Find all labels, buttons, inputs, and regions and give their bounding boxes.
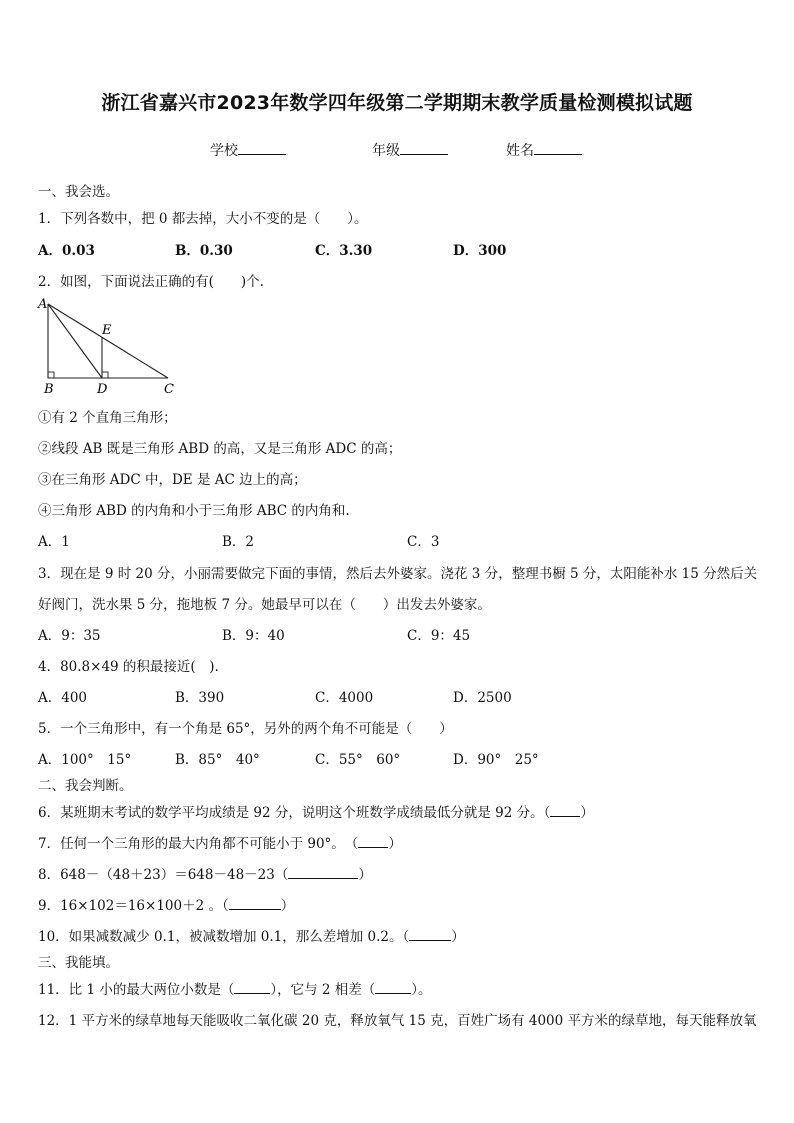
question-1: 1．下列各数中，把 0 都去掉，大小不变的是（ ）。 [38,211,368,227]
q11-answer-blank-1[interactable] [234,980,270,994]
label-a: A [38,297,48,312]
q5-option-a[interactable]: A．100° 15° [38,752,132,768]
grade-field [372,140,448,160]
question-3-line-2: 好阀门，洗水果 5 分，拖地板 7 分。她最早可以在（ ）出发去外婆家。 [38,597,491,613]
q11-answer-blank-2[interactable] [375,980,411,994]
q10-close-paren: ） [451,929,465,945]
question-11 [38,978,432,998]
right-angle-mark-b [48,372,54,378]
question-10 [38,925,465,945]
label-b: B [44,382,54,397]
name-label: 姓名 [506,143,534,159]
q10-answer-blank[interactable] [409,927,451,941]
school-label: 学校 [210,143,238,159]
q2-statement-4: ④三角形 ABD 的内角和小于三角形 ABC 的内角和. [38,503,350,519]
question-11-text-a: 11．比 1 小的最大两位小数是（ [38,982,235,998]
question-9-text: 9．16×102＝16×100＋2 。（ [38,898,229,914]
q6-close-paren: ） [580,805,594,821]
q7-close-paren: ） [388,836,402,852]
question-3-line-1: 3．现在是 9 时 20 分，小丽需要做完下面的事情，然后去外婆家。浇花 3 分，整理书橱 5 分，太阳能补水 15 分然后关 [38,566,758,582]
question-2: 2．如图，下面说法正确的有( )个. [38,274,264,290]
section-heading-1: 一、我会选。 [38,184,119,200]
question-8-text: 8．648－（48＋23）＝648－48－23（ [38,867,289,883]
question-11-text-b: ），它与 2 相差（ [270,982,376,998]
question-10-text: 10．如果减数减少 0.1，被减数增加 0.1，那么差增加 0.2。（ [38,929,410,945]
name-blank[interactable] [534,140,582,155]
q8-close-paren: ） [358,867,372,883]
right-angle-mark-d [102,372,108,378]
q2-statement-3: ③在三角形 ADC 中，DE 是 AC 边上的高； [38,472,307,488]
triangle-figure [36,294,186,398]
question-6 [38,801,594,821]
question-4: 4．80.8×49 的积最接近( ). [38,659,219,675]
school-blank[interactable] [238,140,286,155]
question-5: 5．一个三角形中，有一个角是 65°，另外的两个角不可能是（ ） [38,721,453,737]
section-heading-2: 二、我会判断。 [38,778,133,794]
q8-answer-blank[interactable] [288,865,358,879]
question-12: 12．1 平方米的绿草地每天能吸收二氧化碳 20 克，释放氧气 15 克，百姓广场有 4000 平方米的绿草地，每天能释放氧 [38,1013,757,1029]
q2-option-c[interactable]: C．3 [407,534,440,550]
page-title: 浙江省嘉兴市2023年数学四年级第二学期期末教学质量检测模拟试题 [101,92,693,114]
q6-answer-blank[interactable] [550,803,580,817]
segment-ac [48,304,168,378]
q4-option-d[interactable]: D．2500 [453,690,512,706]
question-6-text: 6．某班期末考试的数学平均成绩是 92 分，说明这个班数学成绩最低分就是 92 分。（ [38,805,551,821]
label-d: D [97,382,108,397]
q5-option-c[interactable]: C．55° 60° [315,752,401,768]
q2-option-a[interactable]: A．1 [38,534,70,550]
q9-answer-blank[interactable] [229,896,281,910]
grade-label: 年级 [372,143,400,159]
q5-option-d[interactable]: D．90° 25° [453,752,539,768]
section-heading-3: 三、我能填。 [38,955,119,971]
name-field [506,140,582,160]
school-field [210,140,286,160]
q4-option-a[interactable]: A．400 [38,690,88,706]
q3-option-b[interactable]: B．9：40 [222,628,285,644]
q2-option-b[interactable]: B．2 [222,534,255,550]
label-c: C [164,382,174,397]
q3-option-a[interactable]: A．9：35 [38,628,101,644]
q5-option-b[interactable]: B．85° 40° [175,752,260,768]
q4-option-c[interactable]: C．4000 [315,690,374,706]
q2-statement-2: ②线段 AB 既是三角形 ABD 的高，又是三角形 ADC 的高； [38,441,402,457]
q4-option-b[interactable]: B．390 [175,690,225,706]
question-8 [38,863,372,883]
q9-close-paren: ） [280,898,295,914]
q3-option-c[interactable]: C．9：45 [407,628,471,644]
segment-ad [48,304,102,378]
question-9 [38,894,294,914]
question-7 [38,832,402,852]
question-7-text: 7．任何一个三角形的最大内角都不可能小于 90°。 （ [38,836,359,852]
grade-blank[interactable] [400,140,448,155]
question-11-text-c: ）。 [411,982,432,998]
q7-answer-blank[interactable] [358,834,388,848]
q1-option-a[interactable]: A．0.03 [38,243,95,259]
q1-option-c[interactable]: C．3.30 [315,243,373,259]
q2-statement-1: ①有 2 个直角三角形； [38,410,177,426]
q1-option-b[interactable]: B．0.30 [175,243,233,259]
label-e: E [102,323,112,338]
q1-option-d[interactable]: D．300 [453,243,507,259]
